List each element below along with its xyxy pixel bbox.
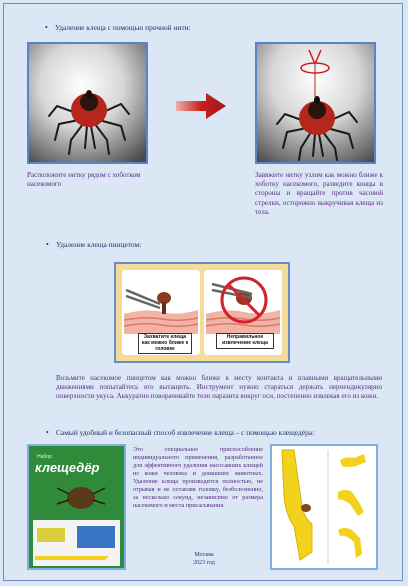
tweezers-paragraph: Возьмите насекомое пинцетом как можно ближе к месту контакта и плавными вращательными движениями попытайтесь его вытащить. Инструмент нужно стараться держать перпендикулярно поверхности укуса. Аккуратно поворачивайте тело паразита вокруг оси, постепенно извлекая его из кожи. [56,374,382,401]
tweezers-illustration [114,262,290,363]
section-heading-thread: • Удаление клеща с помощью прочной нити: [55,23,355,32]
package-label-small: Набор [37,454,52,460]
tick-remover-tools-image [272,446,376,568]
tick-on-skin-image [29,44,146,162]
section-heading-tweezers: • Удаление клеща пинцетом: [56,240,276,249]
footer-city: Москва [194,552,214,558]
tick-with-thread-image [257,44,374,162]
footer-year: 2023 год [193,560,215,566]
tweezers-label-wrong: Неправильное извлечение клеща [216,333,274,349]
tick-remover-paragraph: Это специальное приспособление индивидуального применения, разработанное для эффективного удаления насосавших клещей из кожи человека и домашних животных. Удаление клеща производится полностью, не отрывая и не оставляя головку, безболезненно, за несколько секунд, независимо от размера насекомого и места присасывания. [133,446,263,509]
tick-photo-left [27,42,148,164]
tweezers-label-correct: Захватите клеща как можно ближе к головке [138,333,192,354]
right-arrow-icon [176,93,226,119]
thread-caption-right: Завяжите нитку узлом как можно ближе к хоботку насекомого, разведите концы в стороны и вращайте против часовой стрелки, осторожно выкручивая клеща из тела. [255,171,383,216]
section-heading-tick-remover: • Самый удобный и безопасный способ извлечение клеща – с помощью клещедёра: [56,428,396,437]
tick-photo-right [255,42,376,164]
thread-caption-left: Расположите нитку рядом с хоботком насекомого [27,171,141,189]
package-brand: клещедёр [35,460,100,475]
